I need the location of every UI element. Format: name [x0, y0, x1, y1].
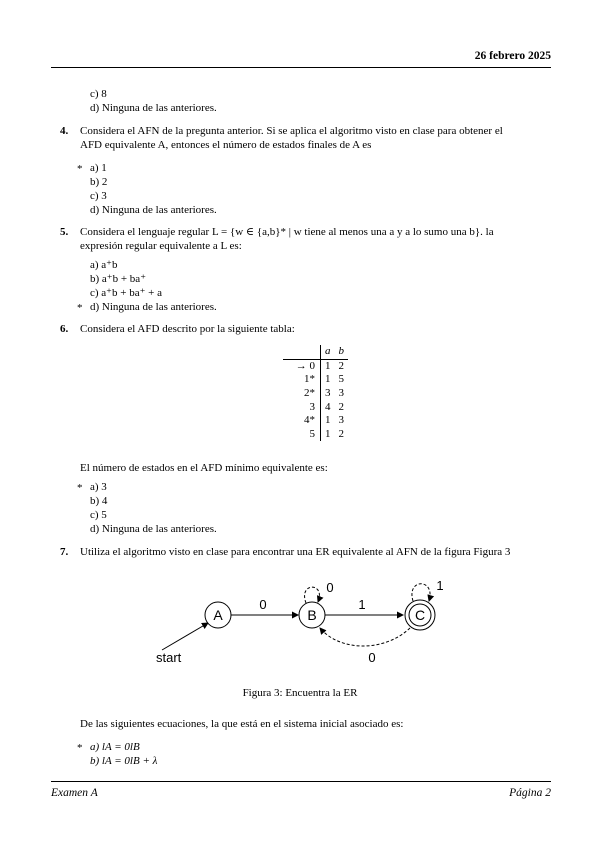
exam-date: 26 febrero 2025 [474, 50, 551, 62]
edge-b-c-label: 1 [358, 597, 366, 612]
q6-text: Considera el AFD descrito por la siguiente tabla: [80, 323, 295, 335]
table-row [283, 387, 348, 401]
transition-cell: 3 [338, 414, 344, 427]
q7-option-b: b) lA = 0lB + λ [90, 755, 158, 767]
q3-option-c: c) 8 [90, 88, 107, 100]
state-cell: 1* [283, 373, 321, 387]
transition-cell: 1 [325, 427, 331, 440]
transition-cell: 3 [325, 387, 331, 400]
question-number: 5. [60, 226, 69, 238]
state-cell: 4* [283, 414, 321, 428]
q5-option-a: a) a⁺b [90, 259, 118, 271]
transition-cell: 1 [325, 373, 331, 386]
dfa-transition-table [283, 345, 348, 441]
q5-text-line2: expresión regular equivalente a L es: [80, 240, 242, 252]
state-cell: 2* [283, 387, 321, 401]
figure-caption: Figura 3: Encuentra la ER [242, 687, 358, 699]
state-b-label: B [307, 607, 317, 623]
edge-c-loop [412, 584, 430, 601]
transition-cell: 3 [338, 387, 344, 400]
q5-text-line1: Considera el lenguaje regular L = {w ∈ {a,b}* | w tiene al menos una a y a lo sumo una b}. la [80, 226, 494, 238]
state-cell: 3 [283, 400, 321, 414]
edge-c-loop-label: 1 [436, 578, 444, 593]
page-number: Página 2 [509, 787, 551, 799]
table-row [283, 373, 348, 387]
state-cell: 5 [283, 428, 321, 442]
q7-text: Utiliza el algoritmo visto en clase para encontrar una ER equivalente al AFN de la figura Figura 3 [80, 546, 511, 558]
correct-marker: * [77, 482, 83, 494]
transition-cell: 5 [338, 373, 344, 386]
q4-option-d: d) Ninguna de las anteriores. [90, 204, 217, 216]
question-number: 7. [60, 546, 69, 558]
transition-cell: 2 [338, 359, 344, 372]
q4-text-line2: AFD equivalente A, entonces el número de estados finales de A es [80, 139, 372, 151]
state-a-label: A [213, 607, 223, 623]
correct-marker: * [77, 163, 83, 175]
footer-rule [51, 781, 551, 782]
q7-option-a: a) lA = 0lB [90, 741, 140, 753]
edge-b-loop [305, 587, 320, 603]
q6-option-a: a) 3 [90, 481, 107, 493]
start-arrow [162, 623, 208, 650]
q6-question: El número de estados en el AFD mínimo equivalente es: [80, 462, 328, 474]
q6-option-b: b) 4 [90, 495, 108, 507]
header-rule [51, 67, 551, 68]
edge-a-b-label: 0 [259, 597, 267, 612]
edge-c-b-label: 0 [368, 650, 376, 665]
table-header-row [283, 345, 348, 359]
q5-option-c: c) a⁺b + ba⁺ + a [90, 287, 162, 299]
transition-cell: 2 [338, 427, 344, 440]
q6-option-c: c) 5 [90, 509, 107, 521]
question-number: 6. [60, 323, 69, 335]
transition-cell: 2 [338, 400, 344, 413]
transition-cell: 4 [325, 400, 331, 413]
automaton-diagram [140, 570, 460, 675]
table-row [283, 400, 348, 414]
correct-marker: * [77, 302, 83, 314]
q4-text-line1: Considera el AFN de la pregunta anterior. Si se aplica el algoritmo visto en clase para obtener el [80, 125, 503, 137]
table-row [283, 359, 348, 373]
q6-option-d: d) Ninguna de las anteriores. [90, 523, 217, 535]
q7-question: De las siguientes ecuaciones, la que está en el sistema inicial asociado es: [80, 718, 404, 730]
column-header: b [335, 345, 349, 359]
transition-cell: 1 [325, 414, 331, 427]
q4-option-a: a) 1 [90, 162, 107, 174]
q3-option-d: d) Ninguna de las anteriores. [90, 102, 217, 114]
edge-c-b [320, 628, 410, 646]
q5-option-b: b) a⁺b + ba⁺ [90, 273, 146, 285]
q4-option-c: c) 3 [90, 190, 107, 202]
start-label: start [156, 650, 182, 665]
question-number: 4. [60, 125, 69, 137]
state-c-label: C [414, 607, 426, 623]
exam-version: Examen A [51, 787, 98, 799]
transition-cell: 1 [325, 359, 331, 372]
table-row [283, 428, 348, 442]
edge-b-loop-label: 0 [326, 580, 334, 595]
table-row [283, 414, 348, 428]
state-cell: → 0 [283, 359, 321, 373]
q4-option-b: b) 2 [90, 176, 108, 188]
column-header: a [321, 345, 335, 359]
correct-marker: * [77, 742, 83, 754]
q5-option-d: d) Ninguna de las anteriores. [90, 301, 217, 313]
